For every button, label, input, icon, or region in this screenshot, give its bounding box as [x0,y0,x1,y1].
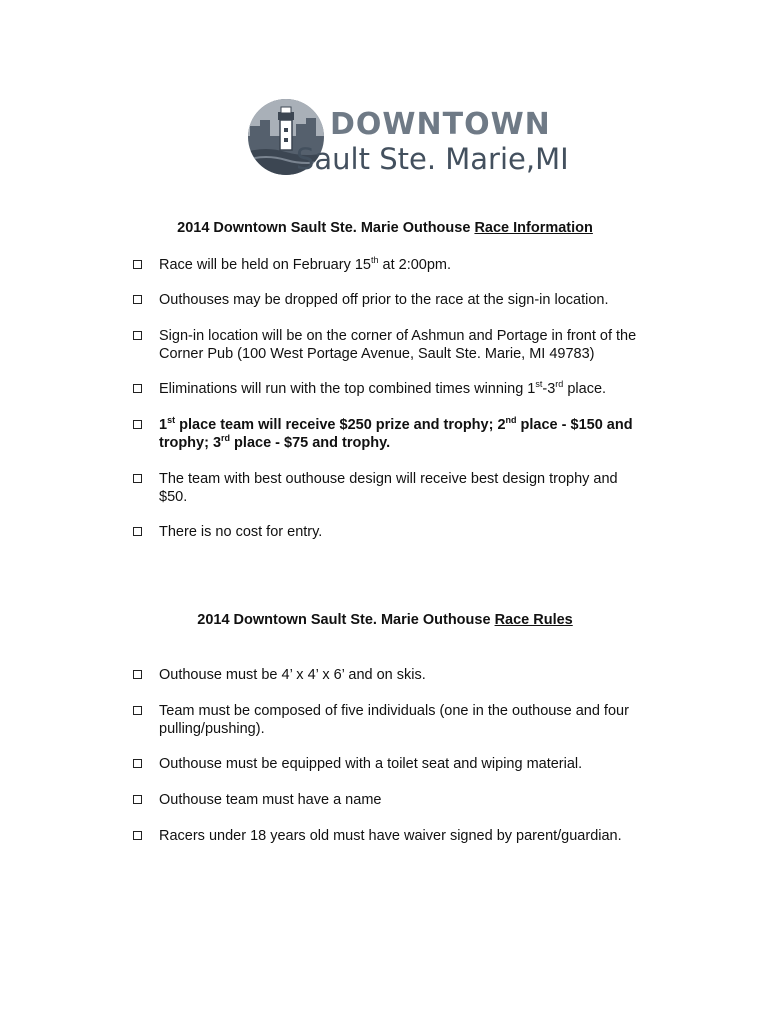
checkbox-icon [133,420,142,429]
item-text: Outhouse must be 4’ x 4’ x 6’ and on skis. [159,667,426,683]
rules-section-title [0,612,770,628]
list-item [133,827,663,845]
item-text: $50. [159,489,188,505]
checkbox-icon [133,384,142,393]
list-item [133,702,663,738]
list-item [133,327,663,363]
ordinal-suffix: rd [555,379,564,389]
item-text: Racers under 18 years old must have waiver signed by parent/guardian. [159,828,622,844]
list-item-prizes [133,416,663,452]
list-item [133,666,663,684]
item-text: trophy; 3 [159,435,222,451]
checkbox-icon [133,831,142,840]
item-text: place team will receive $250 prize and trophy; 2 [175,417,506,433]
item-text: 1 [159,417,168,433]
list-item [133,380,663,398]
item-text: pulling/pushing). [159,721,265,737]
list-item [133,291,663,309]
checkbox-icon [133,260,142,269]
item-text: The team with best outhouse design will receive best design trophy and [159,471,618,487]
item-text: Corner Pub (100 West Portage Avenue, Sault Ste. Marie, MI 49783) [159,346,595,362]
list-item [133,470,663,506]
item-text: Outhouse must be equipped with a toilet seat and wiping material. [159,756,583,772]
checkbox-icon [133,670,142,679]
checkbox-icon [133,759,142,768]
info-title-prefix: 2014 Downtown Sault Ste. Marie Outhouse [177,220,475,236]
info-section-title [0,220,770,236]
info-title-underlined: Race Information [474,220,593,236]
logo-downtown-text: DOWNTOWN [330,107,551,142]
list-item [133,523,663,541]
list-item [133,256,663,274]
checkbox-icon [133,527,142,536]
checkbox-icon [133,474,142,483]
ordinal-suffix: st [167,415,176,425]
item-text: Race will be held on February 15 [159,257,371,273]
checkbox-icon [133,795,142,804]
list-item [133,755,663,773]
ordinal-suffix: st [535,379,543,389]
item-text: There is no cost for entry. [159,524,323,540]
checkbox-icon [133,706,142,715]
item-text: place - $150 and [516,417,633,433]
ordinal-suffix: nd [505,415,517,425]
item-text: Team must be composed of five individuals (one in the outhouse and four [159,703,629,719]
checkbox-icon [133,295,142,304]
rules-title-underlined: Race Rules [494,612,573,628]
downtown-logo [246,96,569,178]
item-text: place. [563,381,607,397]
item-text: place - $75 and trophy. [230,435,391,451]
item-text: -3 [542,381,556,397]
checkbox-icon [133,331,142,340]
item-text: at 2:00pm. [378,257,452,273]
item-text: Outhouses may be dropped off prior to the race at the sign-in location. [159,292,609,308]
item-text: Outhouse team must have a name [159,792,382,808]
logo-city-text: Sault Ste. Marie,MI [296,142,569,176]
ordinal-suffix: rd [221,433,231,443]
item-text: Sign-in location will be on the corner of Ashmun and Portage in front of the [159,328,637,344]
rules-title-prefix: 2014 Downtown Sault Ste. Marie Outhouse [197,612,495,628]
ordinal-suffix: th [370,255,379,265]
list-item [133,791,663,809]
item-text: Eliminations will run with the top combined times winning 1 [159,381,536,397]
